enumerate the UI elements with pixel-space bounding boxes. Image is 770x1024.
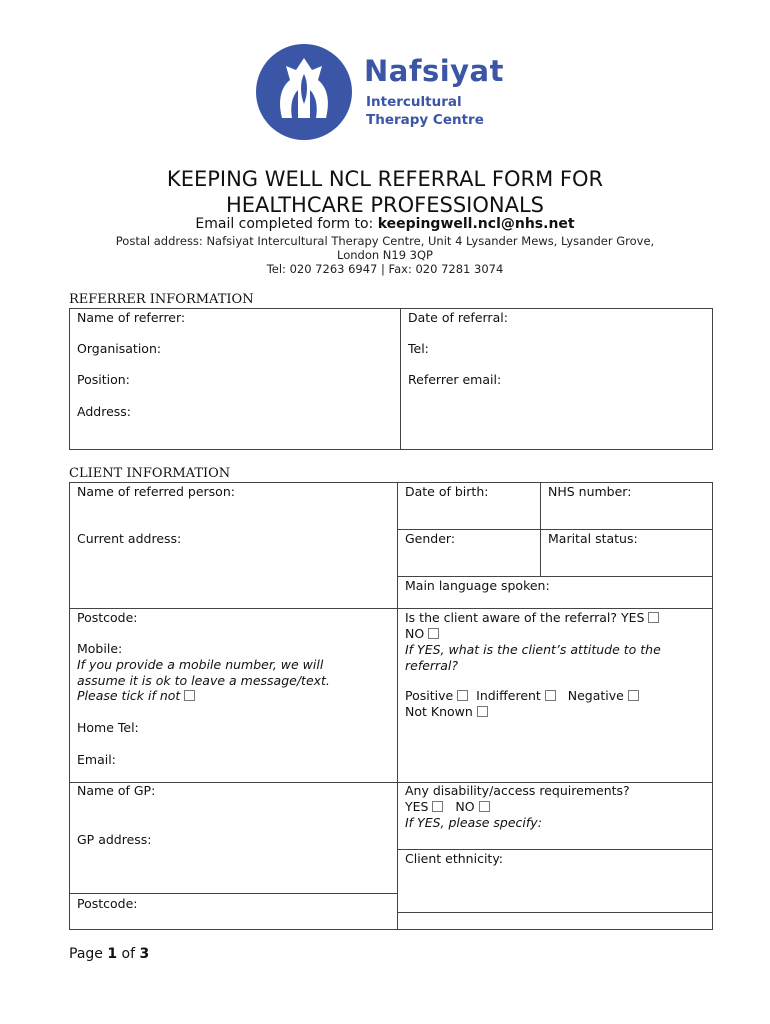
aware-question (405, 610, 659, 626)
not-known-checkbox[interactable] (477, 706, 488, 717)
referrer-name-field[interactable]: Name of referrer: (77, 310, 186, 325)
referral-date-field[interactable]: Date of referral: (408, 310, 508, 325)
gp-address-field[interactable]: GP address: (77, 832, 152, 847)
referrer-tel-field[interactable]: Tel: (408, 341, 429, 356)
mobile-field[interactable]: Mobile: (77, 641, 123, 656)
gp-name-field[interactable]: Name of GP: (77, 783, 156, 798)
client-section-title: CLIENT INFORMATION (69, 466, 231, 481)
aware-no-option (405, 626, 439, 642)
client-row-line-6 (69, 893, 397, 894)
logo-subtitle-2: Therapy Centre (366, 112, 484, 128)
email-prefix: Email completed form to: (195, 216, 378, 232)
logo-subtitle-1: Intercultural (366, 94, 462, 110)
negative-label: Negative (567, 688, 624, 703)
client-email-field[interactable]: Email: (77, 752, 116, 767)
postal-address-line-1: Postal address: Nafsiyat Intercultural Therapy Centre, Unit 4 Lysander Mews, Lysander Grove, (115, 234, 655, 248)
page-mid: of (117, 946, 140, 962)
disability-yes-label: YES (405, 799, 429, 814)
client-row-line-3 (69, 608, 713, 609)
client-row-line-1 (397, 529, 713, 530)
page-total: 3 (139, 946, 150, 962)
home-tel-field[interactable]: Home Tel: (77, 720, 139, 735)
postal-address-line-2: London N19 3QP (336, 248, 433, 262)
page-number (69, 946, 149, 962)
referrer-email-field[interactable]: Referrer email: (408, 372, 502, 387)
gp-postcode-field[interactable]: Postcode: (77, 896, 138, 911)
gender-field[interactable]: Gender: (405, 531, 456, 546)
mobile-note-1: If you provide a mobile number, we will (77, 657, 324, 672)
aware-no-label: NO (405, 626, 425, 641)
referrer-divider (400, 308, 401, 450)
position-field[interactable]: Position: (77, 372, 130, 387)
referrer-address-field[interactable]: Address: (77, 404, 131, 419)
disability-options (405, 799, 490, 815)
client-table (69, 482, 713, 930)
positive-label: Positive (405, 688, 454, 703)
nhs-number-field[interactable]: NHS number: (548, 484, 632, 499)
not-known-option (405, 704, 488, 720)
disability-no-label: NO (455, 799, 475, 814)
no-message-checkbox[interactable] (184, 690, 195, 701)
form-title-line-2: HEALTHCARE PROFESSIONALS (225, 193, 545, 217)
mobile-note-2: assume it is ok to leave a message/text. (77, 673, 330, 688)
marital-status-field[interactable]: Marital status: (548, 531, 638, 546)
attitude-question-2: referral? (405, 658, 458, 673)
mobile-note-3 (77, 688, 195, 704)
attitude-options (405, 688, 639, 704)
disability-yes-checkbox[interactable] (432, 801, 443, 812)
email-address: keepingwell.ncl@nhs.net (377, 216, 575, 232)
aware-no-checkbox[interactable] (428, 628, 439, 639)
client-row-line-2 (397, 576, 713, 577)
current-address-field[interactable]: Current address: (77, 531, 182, 546)
page-current: 1 (107, 946, 118, 962)
ethnicity-field[interactable]: Client ethnicity: (405, 851, 504, 866)
logo-emblem-icon (256, 44, 352, 140)
indifferent-label: Indifferent (476, 688, 541, 703)
disability-no-checkbox[interactable] (479, 801, 490, 812)
client-divider (397, 482, 398, 930)
indifferent-checkbox[interactable] (545, 690, 556, 701)
page-prefix: Page (69, 946, 108, 962)
client-postcode-field[interactable]: Postcode: (77, 610, 138, 625)
disability-specify[interactable]: If YES, please specify: (405, 815, 542, 830)
client-row-line-7 (397, 912, 713, 913)
referrer-table (69, 308, 713, 450)
client-row-line-5 (397, 849, 713, 850)
main-language-field[interactable]: Main language spoken: (405, 578, 550, 593)
attitude-question-1: If YES, what is the client’s attitude to the (405, 642, 661, 657)
nafsiyat-logo (256, 44, 516, 140)
client-name-field[interactable]: Name of referred person: (77, 484, 235, 499)
negative-checkbox[interactable] (628, 690, 639, 701)
referrer-section-title: REFERRER INFORMATION (69, 292, 254, 307)
aware-yes-checkbox[interactable] (648, 612, 659, 623)
positive-checkbox[interactable] (457, 690, 468, 701)
tel-fax-line: Tel: 020 7263 6947 | Fax: 020 7281 3074 (266, 262, 504, 276)
no-message-label: Please tick if not (77, 688, 181, 703)
organisation-field[interactable]: Organisation: (77, 341, 162, 356)
dob-field[interactable]: Date of birth: (405, 484, 489, 499)
not-known-label: Not Known (405, 704, 473, 719)
disability-question: Any disability/access requirements? (405, 783, 630, 798)
aware-label: Is the client aware of the referral? YES (405, 610, 645, 625)
logo-name: Nafsiyat (364, 54, 504, 88)
email-instruction (0, 216, 770, 232)
form-title-line-1: KEEPING WELL NCL REFERRAL FORM FOR (166, 167, 604, 191)
